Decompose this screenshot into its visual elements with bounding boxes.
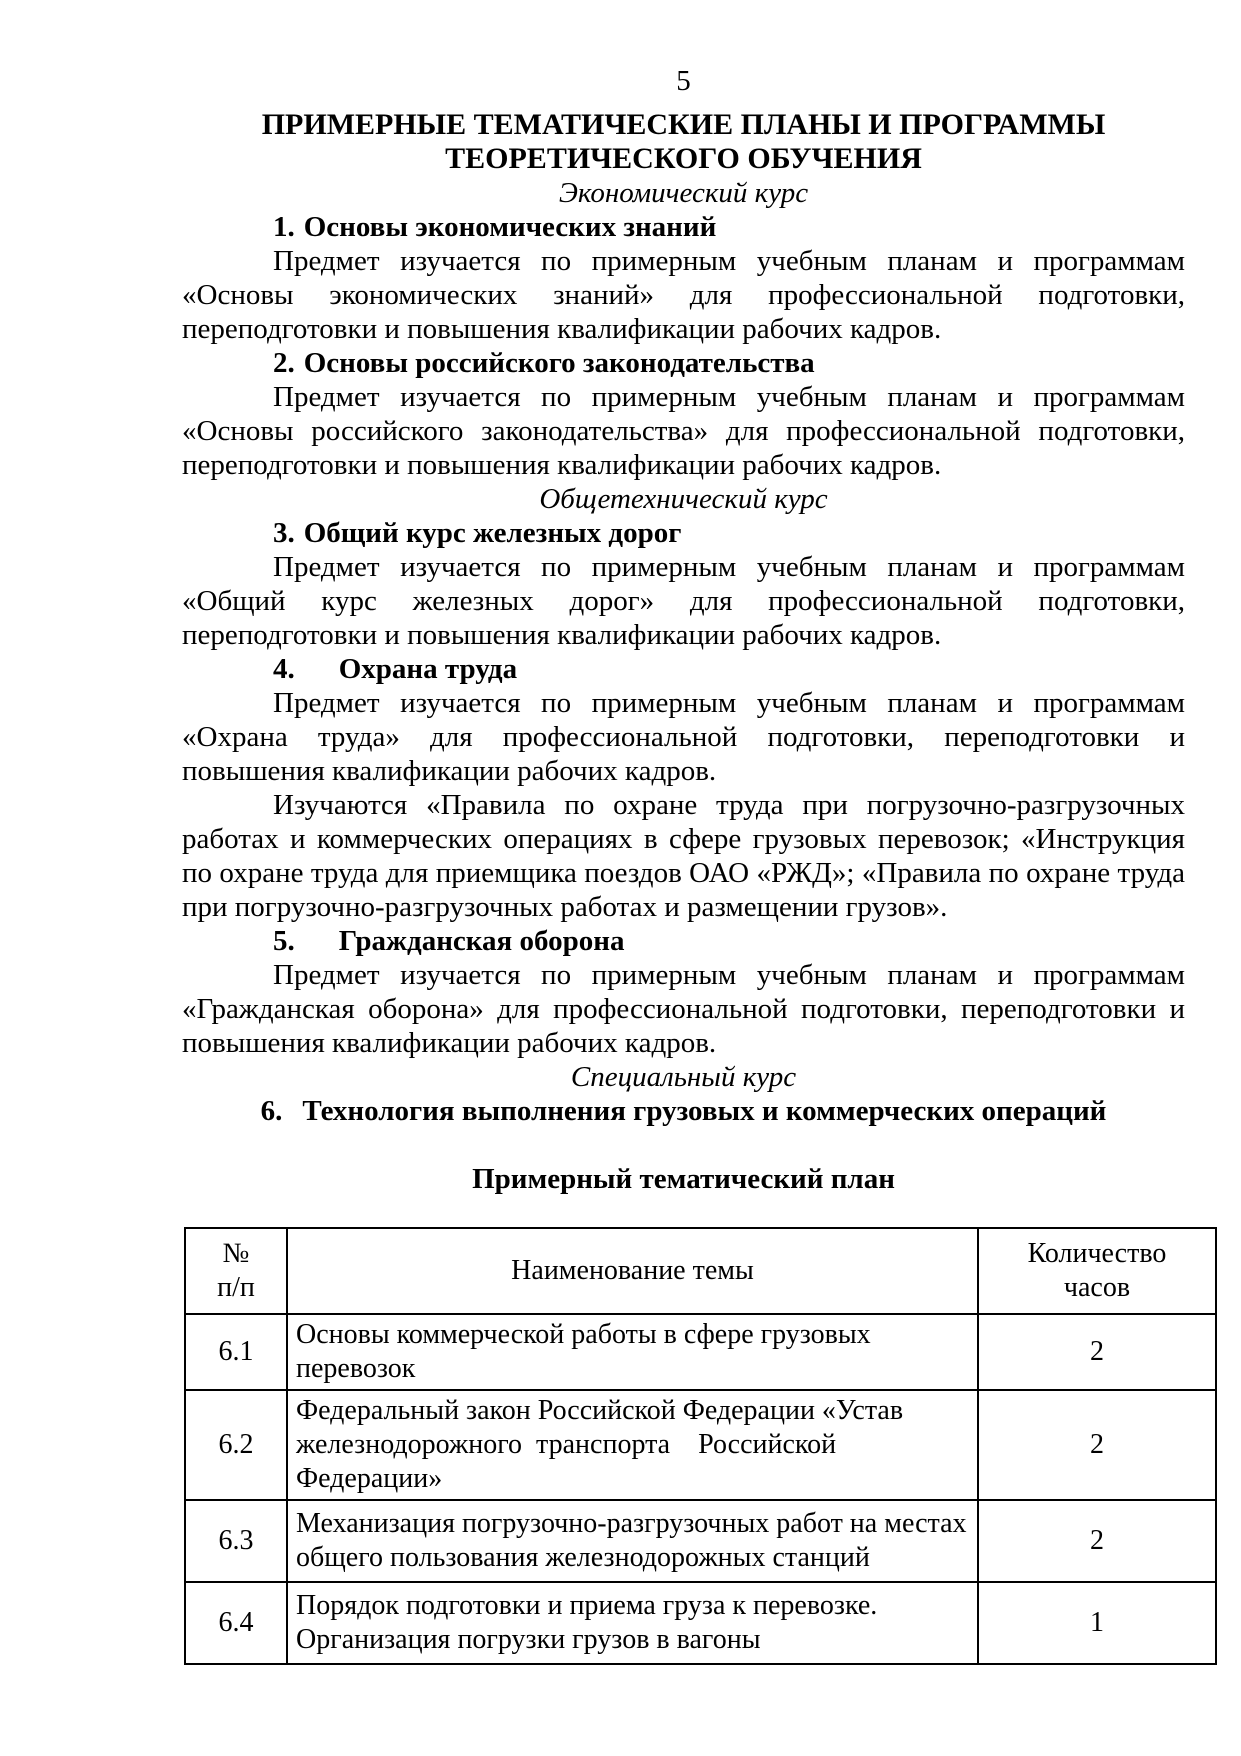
- topic-2-title: Основы российского законодательства: [303, 347, 815, 379]
- row-6-1-topic: [287, 1314, 978, 1390]
- topic-1-title: Основы экономических знаний: [303, 211, 717, 243]
- topic-4-title: Охрана труда: [338, 653, 518, 685]
- document-title-line1: ПРИМЕРНЫЕ ТЕМАТИЧЕСКИЕ ПЛАНЫ И ПРОГРАММЫ: [261, 108, 1106, 141]
- table-header-topic: Наименование темы: [287, 1228, 978, 1314]
- topic-2-heading: [182, 346, 1185, 380]
- topic-6-heading: [182, 1094, 1185, 1128]
- page-content: [182, 0, 1185, 1665]
- topic-6-title: Технология выполнения грузовых и коммерческих операций: [302, 1095, 1107, 1127]
- document-title: [182, 108, 1185, 176]
- topic-4-body-2: Изучаются «Правила по охране труда при погрузочно-разгрузочных работах и коммерческих операциях в сфере грузовых перевозок; «Инструкция по охране труда для приемщика поездов ОАО «РЖД»; «Правила по охране труда при погрузочно-разгрузочных работах и размещении грузов».: [182, 789, 1185, 923]
- topic-3-body: Предмет изучается по примерным учебным планам и программам «Общий курс железных дорог» для профессиональной подготовки, переподготовки и повышения квалификации рабочих кадров.: [182, 551, 1185, 651]
- table-row-6-3: [185, 1500, 1216, 1582]
- topic-4-heading: [182, 652, 1185, 686]
- table-header-num: [185, 1228, 287, 1314]
- row-6-4-topic: [287, 1582, 978, 1664]
- topic-5-body: Предмет изучается по примерным учебным планам и программам «Гражданская оборона» для профессиональной подготовки, переподготовки и повышения квалификации рабочих кадров.: [182, 959, 1185, 1059]
- row-6-2-topic-line2: железнодорожного транспорта Российской Федерации»: [296, 1429, 844, 1494]
- table-header-hours-line1: Количество: [1027, 1238, 1167, 1269]
- row-6-1-hours: 2: [978, 1314, 1216, 1390]
- topic-5-heading: [182, 924, 1185, 958]
- course-label-special: Специальный курс: [570, 1061, 797, 1093]
- row-6-4-hours: 1: [978, 1582, 1216, 1664]
- row-6-3-topic-line1: Механизация погрузочно-разгрузочных работ на местах: [296, 1508, 967, 1539]
- course-label-economic: Экономический курс: [558, 177, 809, 209]
- thematic-plan-title: Примерный тематический план: [472, 1163, 895, 1195]
- document-title-line2: ТЕОРЕТИЧЕСКОГО ОБУЧЕНИЯ: [445, 142, 922, 175]
- topic-1-body: Предмет изучается по примерным учебным планам и программам «Основы экономических знаний» для профессиональной подготовки, переподготовки и повышения квалификации рабочих кадров.: [182, 245, 1185, 345]
- table-header-hours-line2: часов: [1063, 1272, 1131, 1303]
- row-6-3-num: 6.3: [185, 1500, 287, 1582]
- table-header-num-line1: №: [222, 1238, 250, 1269]
- thematic-plan-table: [184, 1227, 1217, 1665]
- topic-2-body: Предмет изучается по примерным учебным планам и программам «Основы российского законодательства» для профессиональной подготовки, переподготовки и повышения квалификации рабочих кадров.: [182, 381, 1185, 481]
- row-6-4-topic-line1: Порядок подготовки и приема груза к перевозке.: [296, 1590, 878, 1621]
- topic-5-title: Гражданская оборона: [338, 925, 625, 957]
- row-6-4-num: 6.4: [185, 1582, 287, 1664]
- topic-4-number: 4.: [273, 653, 295, 685]
- table-row-6-4: [185, 1582, 1216, 1664]
- table-header-hours: [978, 1228, 1216, 1314]
- topic-4-body: Предмет изучается по примерным учебным планам и программам «Охрана труда» для профессиональной подготовки, переподготовки и повышения квалификации рабочих кадров.: [182, 687, 1185, 787]
- topic-3-number: 3.: [273, 517, 295, 549]
- row-6-2-hours: 2: [978, 1390, 1216, 1500]
- table-header-row: [185, 1228, 1216, 1314]
- course-label-general-technical: Общетехнический курс: [539, 483, 828, 515]
- topic-3-heading: [182, 516, 1185, 550]
- topic-1-number: 1.: [273, 211, 295, 243]
- page-number: 5: [676, 65, 691, 97]
- row-6-2-topic-line1: Федеральный закон Российской Федерации «Устав: [296, 1395, 904, 1426]
- table-row-6-1: [185, 1314, 1216, 1390]
- row-6-3-hours: 2: [978, 1500, 1216, 1582]
- table-row-6-2: [185, 1390, 1216, 1500]
- topic-5-number: 5.: [273, 925, 295, 957]
- topic-1-heading: [182, 210, 1185, 244]
- row-6-1-topic-line1: Основы коммерческой работы в сфере грузовых перевозок: [296, 1319, 878, 1384]
- row-6-1-num: 6.1: [185, 1314, 287, 1390]
- topic-2-number: 2.: [273, 347, 295, 379]
- table-header-num-line2: п/п: [217, 1272, 255, 1303]
- topic-6-number: 6.: [260, 1095, 283, 1127]
- row-6-2-num: 6.2: [185, 1390, 287, 1500]
- row-6-2-topic: [287, 1390, 978, 1500]
- topic-3-title: Общий курс железных дорог: [303, 517, 682, 549]
- row-6-4-topic-line2: Организация погрузки грузов в вагоны: [296, 1624, 761, 1655]
- row-6-3-topic-line2: общего пользования железнодорожных станций: [296, 1542, 870, 1573]
- row-6-3-topic: [287, 1500, 978, 1582]
